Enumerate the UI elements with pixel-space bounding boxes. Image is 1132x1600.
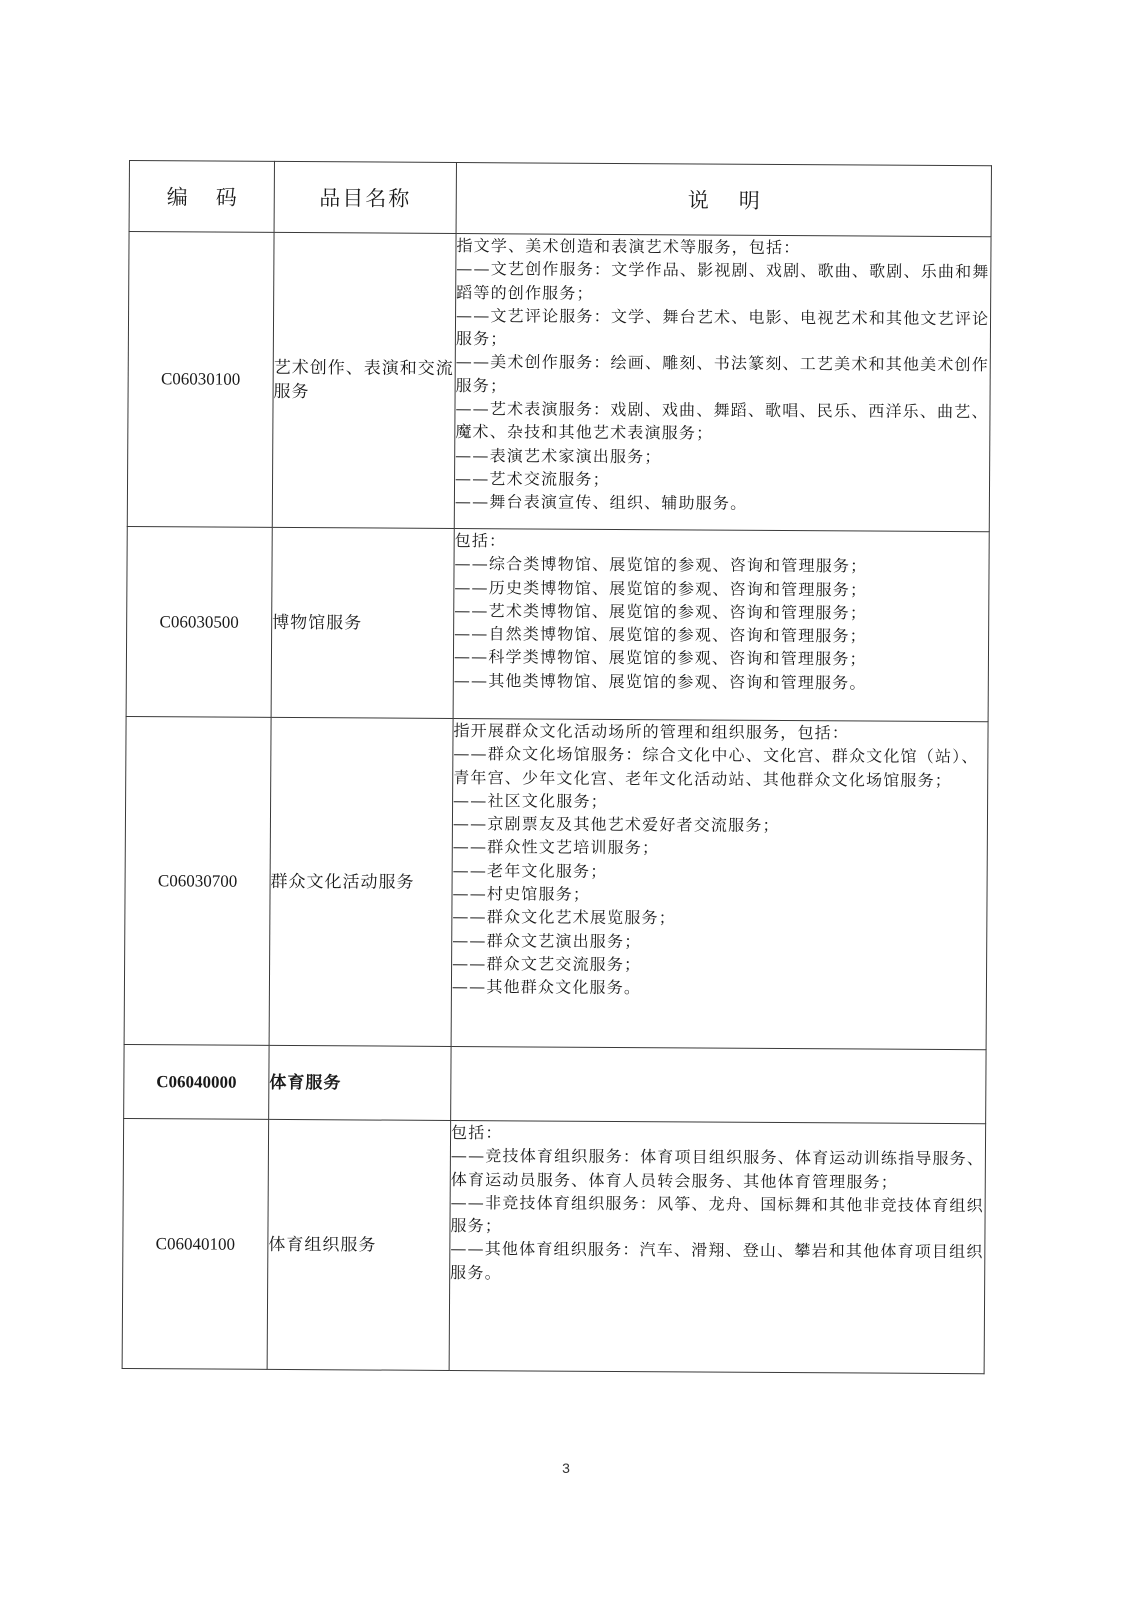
desc-line: ——群众性文艺培训服务； <box>452 837 660 858</box>
row-desc <box>449 1120 986 1373</box>
row-desc <box>453 528 989 721</box>
desc-line: 指开展群众文化活动场所的管理和组织服务，包括： <box>453 720 850 743</box>
desc-line: ——自然类博物馆、展览馆的参观、咨询和管理服务； <box>454 624 867 646</box>
row-desc <box>451 718 988 1049</box>
row-name: 艺术创作、表演和交流服务 <box>272 232 456 528</box>
row-name: 体育服务 <box>269 1045 451 1120</box>
row-name: 体育组织服务 <box>267 1119 451 1370</box>
row-code: C06040000 <box>124 1044 269 1119</box>
desc-line: ——村史馆服务； <box>452 884 591 904</box>
desc-line: ——文艺评论服务：文学、舞台艺术、电影、电视艺术和其他文艺评论服务； <box>455 305 990 349</box>
table-row <box>127 232 991 532</box>
header-desc: 说明 <box>456 163 991 237</box>
desc-line: ——群众文化场馆服务：综合文化中心、文化宫、群众文化馆（站）、青年宫、少年文化宫、老年文化活动站、其他群众文化场馆服务； <box>453 744 979 790</box>
desc-line: ——其他群众文化服务。 <box>451 977 642 998</box>
desc-line: ——群众文化艺术展览服务； <box>452 907 677 928</box>
header-row <box>129 161 991 237</box>
desc-line: ——非竞技体育组织服务：风筝、龙舟、国标舞和其他非竞技体育组织服务； <box>450 1192 984 1236</box>
row-code: C06030700 <box>124 716 271 1045</box>
header-code: 编码 <box>129 161 274 233</box>
desc-line: 包括： <box>454 530 507 551</box>
desc-line: ——其他类博物馆、展览馆的参观、咨询和管理服务。 <box>453 670 867 693</box>
row-name: 群众文化活动服务 <box>269 717 453 1046</box>
table-row <box>126 526 989 721</box>
page-number: 3 <box>562 1460 570 1476</box>
desc-line: 包括： <box>451 1122 503 1143</box>
row-code: C06030100 <box>127 232 274 528</box>
desc-line: ——社区文化服务； <box>453 790 608 811</box>
desc-line: ——群众文艺演出服务； <box>452 930 642 951</box>
desc-line: ——艺术类博物馆、展览馆的参观、咨询和管理服务； <box>454 600 868 623</box>
desc-line: ——艺术交流服务； <box>455 468 610 489</box>
desc-line: ——舞台表演宣传、组织、辅助服务。 <box>454 492 748 514</box>
desc-line: ——竞技体育组织服务：体育项目组织服务、体育运动训练指导服务、体育运动员服务、体育人员转会服务、其他体育管理服务； <box>450 1146 985 1192</box>
desc-line: ——美术创作服务：绘画、雕刻、书法篆刻、工艺美术和其他美术创作服务； <box>455 352 990 396</box>
header-name: 品目名称 <box>274 161 456 233</box>
row-code: C06030500 <box>126 526 272 717</box>
row-desc <box>454 233 991 531</box>
desc-line: ——艺术表演服务：戏剧、戏曲、舞蹈、歌唱、民乐、西洋乐、曲艺、魔术、杂技和其他艺术表演服务； <box>455 399 989 443</box>
table-row <box>122 1118 986 1373</box>
desc-line: ——文艺创作服务：文学作品、影视剧、戏剧、歌曲、歌剧、乐曲和舞蹈等的创作服务； <box>456 259 990 303</box>
table-row <box>124 716 988 1049</box>
desc-line: ——其他体育组织服务：汽车、滑翔、登山、攀岩和其他体育项目组织服务。 <box>450 1239 984 1283</box>
row-code: C06040100 <box>122 1118 269 1369</box>
catalog-table <box>122 160 992 1374</box>
desc-line: ——京剧票友及其他艺术爱好者交流服务； <box>452 814 780 836</box>
row-desc <box>451 1046 986 1123</box>
desc-line: ——老年文化服务； <box>452 860 608 881</box>
desc-line: ——综合类博物馆、展览馆的参观、咨询和管理服务； <box>454 554 868 576</box>
table-row <box>124 1044 986 1123</box>
desc-line: 指文学、美术创造和表演艺术等服务，包括： <box>456 236 801 258</box>
desc-line: ——表演艺术家演出服务； <box>455 445 662 466</box>
desc-line: ——历史类博物馆、展览馆的参观、咨询和管理服务； <box>454 577 868 600</box>
desc-line: ——科学类博物馆、展览馆的参观、咨询和管理服务； <box>453 647 867 670</box>
row-name: 博物馆服务 <box>271 527 454 718</box>
desc-line: ——群众文艺交流服务； <box>452 953 642 975</box>
